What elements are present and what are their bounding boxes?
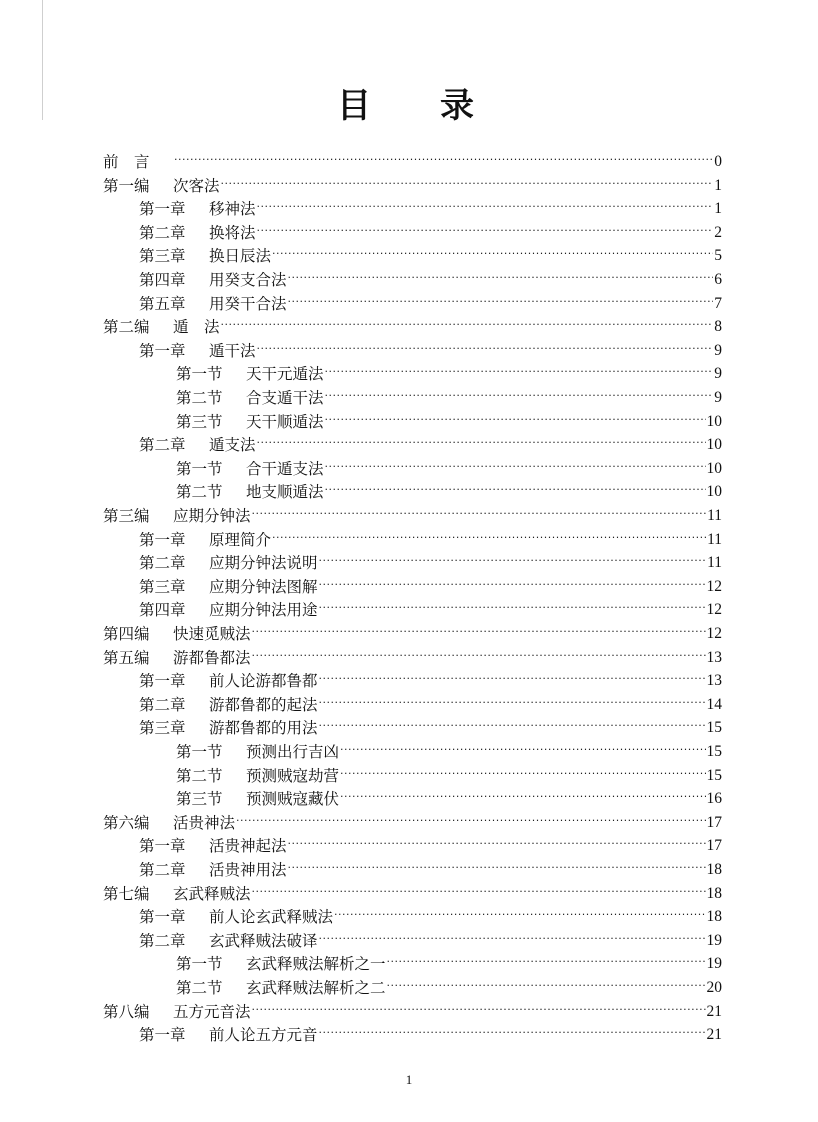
toc-leader-dots [325, 362, 714, 382]
toc-entry-label [176, 388, 325, 408]
toc-entry [139, 573, 722, 597]
toc-entry-title: 玄武释贼法解析之一 [246, 955, 386, 974]
toc-leader-dots [319, 693, 706, 713]
toc-entry [139, 596, 722, 620]
toc-entry [103, 809, 722, 833]
toc-entry-number: 第二节 [176, 979, 223, 997]
toc-entry-number: 第二节 [176, 766, 223, 785]
toc-entry-page: 1 [714, 200, 722, 218]
toc-entry-title: 遁 法 [173, 318, 220, 337]
toc-entry [139, 927, 722, 951]
toc-leader-dots [334, 905, 705, 925]
toc-entry [103, 620, 722, 644]
toc-entry-page: 19 [706, 931, 722, 949]
toc-entry-label [139, 695, 319, 715]
toc-entry [103, 313, 722, 337]
toc-entry-label [139, 836, 288, 856]
toc-entry-title: 合干遁支法 [246, 459, 324, 478]
toc-entry-label [139, 530, 272, 550]
toc-entry-page: 7 [714, 294, 722, 312]
toc-entry-label [176, 789, 340, 809]
toc-entry [139, 290, 722, 314]
toc-entry-label [139, 1025, 319, 1045]
toc-entry-label [139, 246, 272, 266]
toc-entry-title: 原理简介 [209, 530, 272, 549]
toc-entry-page: 10 [706, 412, 722, 430]
toc-entry-number: 第一编 [103, 176, 150, 195]
toc-entry-number: 第二节 [176, 389, 223, 407]
toc-leader-dots [319, 551, 707, 571]
toc-entry-title: 前人论五方元音 [209, 1026, 318, 1045]
toc-entry-page: 13 [706, 648, 722, 666]
toc-entry [139, 337, 722, 361]
toc-entry-title: 天干顺遁法 [246, 412, 324, 431]
toc-entry [176, 408, 722, 432]
toc-entry-label [103, 176, 221, 196]
toc-entry-title: 换日辰法 [209, 247, 272, 266]
toc-entry [176, 785, 722, 809]
toc-leader-dots [325, 480, 706, 500]
toc-entry-number: 第四编 [103, 625, 150, 643]
toc-entry-number: 第二章 [139, 554, 186, 573]
toc-entry-page: 14 [706, 695, 722, 713]
toc-entry [139, 1021, 722, 1045]
toc-entry-title: 换将法 [209, 223, 256, 242]
toc-entry-title: 玄武释贼法解析之二 [246, 979, 386, 997]
toc-entry-title: 前人论游都鲁都 [209, 672, 318, 691]
toc-leader-dots [288, 858, 706, 878]
toc-entry-label [139, 577, 319, 597]
toc-entry-label [103, 624, 252, 644]
toc-entry-title: 应期分钟法用途 [209, 601, 318, 620]
toc-entry-label [176, 978, 387, 998]
toc-entry-page: 19 [706, 955, 722, 973]
toc-entry-label [176, 766, 340, 786]
toc-entry-title: 应期分钟法 [173, 507, 251, 525]
toc-entry [176, 478, 722, 502]
toc-entry-page: 5 [714, 247, 722, 265]
toc-entry [139, 526, 722, 550]
toc-entry-label [176, 482, 325, 502]
toc-entry-label [139, 907, 334, 927]
toc-entry [139, 266, 722, 290]
toc-entry-page: 12 [706, 577, 722, 595]
toc-entry-label [139, 860, 288, 880]
toc-entry-number: 第二节 [176, 483, 223, 502]
toc-entry-number: 第二章 [139, 861, 186, 879]
toc-entry-label [176, 742, 340, 762]
toc-entry [103, 880, 722, 904]
toc-entry [103, 172, 722, 196]
toc-entry-title: 合支遁干法 [246, 389, 324, 407]
toc-entry [139, 903, 722, 927]
toc-entry-title: 活贵神用法 [209, 861, 287, 879]
toc-entry [176, 974, 722, 998]
toc-entry-page: 0 [714, 153, 722, 170]
toc-entry-page: 9 [714, 389, 722, 406]
toc-entry [139, 549, 722, 573]
toc-entry-title: 应期分钟法说明 [209, 554, 318, 573]
toc-entry-page: 17 [706, 837, 722, 855]
toc-entry [103, 148, 722, 172]
toc-entry-label [103, 813, 236, 833]
toc-entry-label [139, 435, 257, 455]
toc-leader-dots [221, 315, 714, 335]
toc-leader-dots [252, 1000, 706, 1020]
toc-entry-title: 五方元音法 [173, 1002, 251, 1021]
title-char-1: 目 [337, 86, 371, 126]
toc-entry-label [139, 199, 257, 219]
toc-entry-title: 应期分钟法图解 [209, 577, 318, 596]
toc-entry [103, 502, 722, 526]
toc-entry-page: 21 [706, 1002, 722, 1020]
toc-entry-label [139, 341, 257, 361]
toc-entry-label [103, 152, 174, 172]
toc-entry-title: 天干元遁法 [246, 365, 324, 384]
toc-leader-dots [319, 669, 706, 689]
toc-entry-number: 第一章 [139, 1026, 186, 1045]
toc-leader-dots [252, 646, 706, 666]
toc-entry [176, 384, 722, 408]
toc-leader-dots [257, 221, 714, 241]
toc-leader-dots [319, 716, 706, 736]
toc-entry-page: 9 [714, 341, 722, 359]
toc-leader-dots [288, 834, 706, 854]
toc-entry-label [139, 718, 319, 738]
toc-leader-dots [236, 811, 705, 831]
toc-entry-label [176, 412, 325, 432]
toc-entry-page: 15 [706, 743, 722, 760]
toc-entry-label [139, 223, 257, 243]
toc-entry-title: 预测贼寇藏伏 [246, 790, 340, 809]
toc-entry [176, 360, 722, 384]
toc-entry-title: 游都鲁都法 [173, 648, 251, 667]
toc-entry-number: 第五章 [139, 294, 186, 313]
toc-leader-dots [319, 1023, 706, 1043]
toc-entry-number: 第三节 [176, 412, 223, 431]
toc-entry [176, 950, 722, 974]
toc-entry-number: 第二章 [139, 223, 186, 242]
toc-entry-title: 活贵神起法 [209, 837, 287, 856]
toc-entry-number: 第一节 [176, 459, 223, 478]
toc-entry-number: 第一章 [139, 672, 186, 691]
toc-leader-dots [325, 410, 706, 430]
toc-entry-page: 1 [714, 176, 722, 194]
toc-entry-title: 遁支法 [209, 436, 256, 455]
toc-entry-number: 第七编 [103, 884, 150, 903]
toc-entry-label [139, 553, 319, 573]
toc-entry-label [176, 459, 325, 479]
toc-entry-number: 第三编 [103, 507, 150, 525]
toc-entry-number: 第三章 [139, 719, 186, 738]
toc-entry-label [103, 317, 221, 337]
toc-entry [139, 195, 722, 219]
toc-entry-number: 第一章 [139, 837, 186, 856]
toc-leader-dots [272, 244, 713, 264]
toc-entry-number: 第二编 [103, 318, 150, 337]
toc-entry-page: 18 [706, 908, 722, 926]
toc-entry-page: 9 [714, 365, 722, 383]
toc-entry-number: 第二章 [139, 436, 186, 455]
toc-entry-number: 第八编 [103, 1002, 150, 1021]
toc-leader-dots [325, 457, 706, 477]
toc-entry-page: 13 [706, 672, 722, 690]
page-number: 1 [405, 1072, 413, 1087]
toc-entry-number: 第一章 [139, 530, 186, 549]
toc-entry [139, 691, 722, 715]
toc-entry [103, 998, 722, 1022]
toc-entry-label [139, 671, 319, 691]
toc-leader-dots [252, 882, 706, 902]
toc-entry-number: 第六编 [103, 813, 150, 832]
toc-entry-title: 用癸干合法 [209, 294, 287, 313]
toc-entry-number: 前 言 [103, 153, 150, 171]
toc-entry-number: 第四章 [139, 271, 186, 289]
toc-leader-dots [257, 197, 714, 217]
toc-entry-title: 预测出行吉凶 [246, 743, 340, 761]
toc-entry-title: 地支顺遁法 [246, 483, 324, 502]
toc-entry-page: 16 [706, 790, 722, 808]
toc-entry-number: 第一节 [176, 365, 223, 384]
toc-entry-number: 第一章 [139, 341, 186, 360]
toc-entry-label [139, 294, 288, 314]
toc-entry-number: 第五编 [103, 648, 150, 667]
toc-entry-title: 预测贼寇劫营 [246, 766, 340, 785]
toc-entry-page: 10 [706, 483, 722, 501]
toc-entry-label [103, 884, 252, 904]
toc-leader-dots [340, 764, 705, 784]
toc-entry-page: 11 [707, 554, 722, 572]
toc-entry-title: 移神法 [209, 200, 256, 219]
toc-leader-dots [387, 976, 706, 996]
title-char-2: 录 [440, 86, 474, 126]
toc-leader-dots [340, 740, 705, 760]
toc-entry-title: 游都鲁都的用法 [209, 719, 318, 738]
toc-entry-page: 11 [707, 507, 722, 524]
toc-entry-label [176, 954, 387, 974]
toc-entry-page: 12 [706, 625, 722, 642]
toc-entry-number: 第一章 [139, 200, 186, 219]
toc-entry-number: 第二章 [139, 695, 186, 714]
toc-leader-dots [257, 339, 714, 359]
toc-entry-title: 用癸支合法 [209, 271, 287, 289]
toc-entry [176, 762, 722, 786]
toc-entry-title: 次客法 [173, 176, 220, 195]
toc-entry-page: 20 [706, 979, 722, 996]
toc-entry-label [176, 364, 325, 384]
toc-entry-number: 第一节 [176, 955, 223, 974]
toc-leader-dots [257, 433, 706, 453]
toc-entry-page: 17 [706, 813, 722, 831]
toc-entry-label [139, 600, 319, 620]
toc-leader-dots [340, 787, 705, 807]
toc-entry-number: 第一章 [139, 908, 186, 927]
toc-entry-page: 15 [706, 719, 722, 737]
toc-entry-page: 18 [706, 884, 722, 902]
toc-entry-page: 21 [706, 1026, 722, 1044]
toc-entry-number: 第三章 [139, 247, 186, 266]
toc-entry [139, 431, 722, 455]
toc-leader-dots [221, 174, 714, 194]
toc-entry [176, 455, 722, 479]
toc-entry-title: 游都鲁都的起法 [209, 695, 318, 714]
toc-entry-title: 遁干法 [209, 341, 256, 360]
toc-entry-page: 10 [706, 459, 722, 477]
toc-leader-dots [387, 952, 706, 972]
toc-entry-title: 玄武释贼法 [173, 884, 251, 903]
toc-leader-dots [319, 598, 706, 618]
toc-entry-label [139, 270, 288, 290]
toc-entry-title: 活贵神法 [173, 813, 236, 832]
toc-entry-label [103, 648, 252, 668]
toc-entry-page: 18 [706, 861, 722, 878]
toc-entry [176, 738, 722, 762]
toc-entry [139, 856, 722, 880]
toc-leader-dots [272, 528, 706, 548]
toc-entry-number: 第三节 [176, 790, 223, 809]
toc-entry-number: 第二章 [139, 931, 186, 950]
toc-entry [139, 242, 722, 266]
toc-leader-dots [288, 268, 714, 288]
toc-entry-title: 前人论玄武释贼法 [209, 908, 334, 927]
toc-leader-dots [252, 622, 706, 642]
toc-entry-page: 6 [714, 271, 722, 288]
toc-entry-page: 11 [707, 530, 722, 548]
toc-leader-dots [319, 929, 706, 949]
toc-entry-number: 第四章 [139, 601, 186, 620]
toc-leader-dots [252, 504, 707, 524]
toc-leader-dots [174, 150, 713, 170]
toc-leader-dots [325, 386, 714, 406]
toc-entry [139, 219, 722, 243]
toc-entry-page: 10 [706, 436, 722, 454]
toc-entry-label [103, 1002, 252, 1022]
toc-leader-dots [319, 575, 706, 595]
binding-line [42, 0, 43, 120]
toc-entry-page: 15 [706, 766, 722, 784]
toc-entry-title: 玄武释贼法破译 [209, 931, 318, 950]
toc-entry [139, 714, 722, 738]
toc-entry [103, 644, 722, 668]
toc-leader-dots [288, 292, 714, 312]
toc-entry-page: 12 [706, 601, 722, 619]
toc-entry-page: 2 [714, 223, 722, 241]
toc-entry-label [139, 931, 319, 951]
toc-entry-number: 第一节 [176, 743, 223, 761]
toc-entry [139, 832, 722, 856]
toc-entry-page: 8 [714, 318, 722, 336]
toc-entry-label [103, 506, 252, 526]
toc-entry [139, 667, 722, 691]
toc-entry-number: 第三章 [139, 577, 186, 596]
toc-entry-title: 快速觅贼法 [173, 625, 251, 643]
